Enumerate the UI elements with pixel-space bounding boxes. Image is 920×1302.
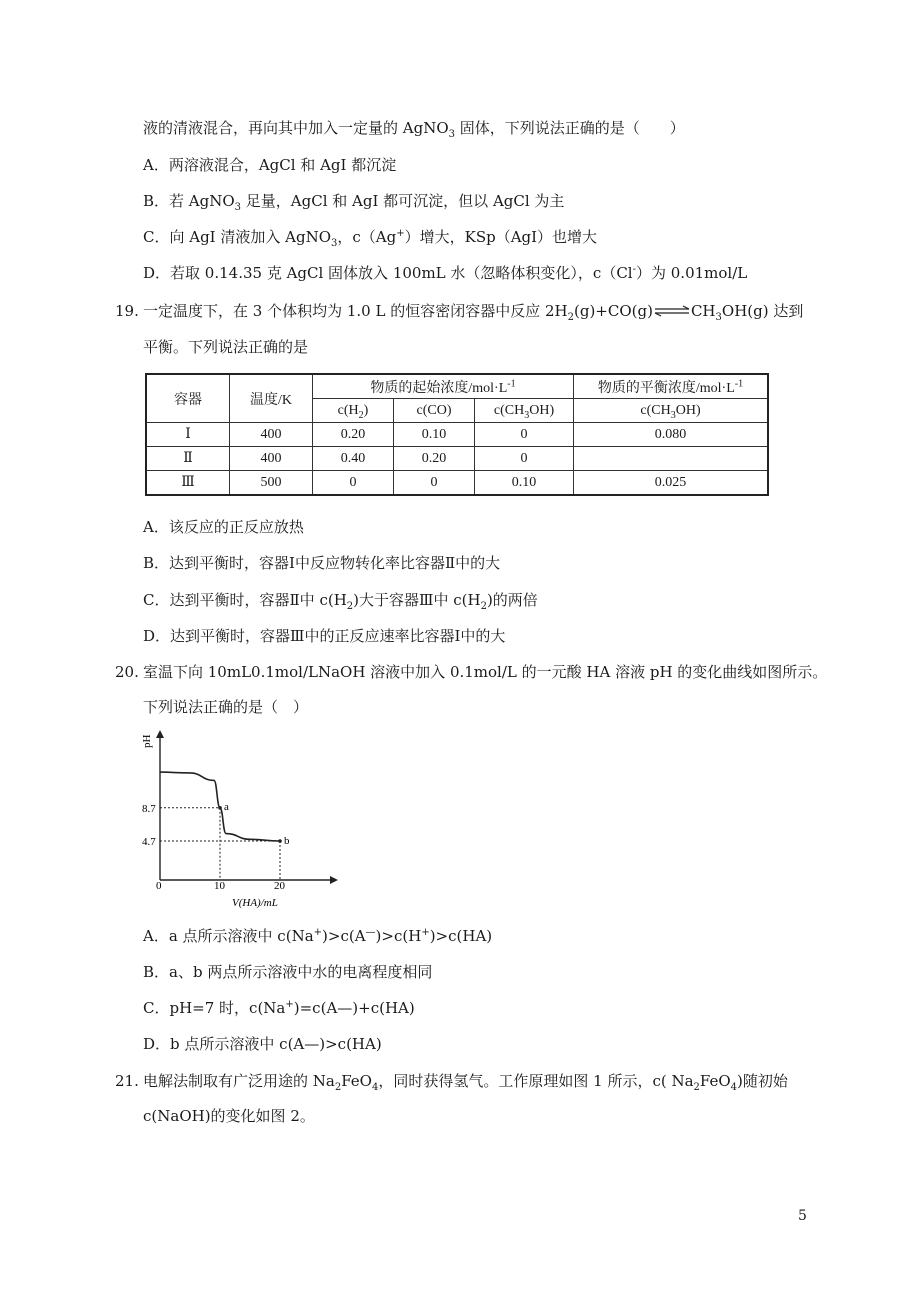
table-cell: 0 [475,423,574,447]
table-cell: 0.025 [574,471,769,496]
subheader-c-co: c(CO) [394,399,475,423]
table-cell: 0 [313,471,394,496]
point-b [278,839,282,843]
table-cell: 0 [475,447,574,471]
q19-option-b: B．达到平衡时，容器Ⅰ中反应物转化率比容器Ⅱ中的大 [143,554,501,572]
table-cell: Ⅲ [146,471,230,496]
q19-option-a: A．该反应的正反应放热 [143,518,304,536]
point-a-label: a [224,800,229,813]
x-tick-label: 0 [156,880,162,892]
header-container: 容器 [146,374,230,423]
q20-option-d: D．b 点所示溶液中 c(A—)>c(HA) [143,1035,382,1053]
table-cell: 0.10 [394,423,475,447]
y-axis-arrow-icon [156,730,164,738]
q19-option-d: D．达到平衡时，容器Ⅲ中的正反应速率比容器Ⅰ中的大 [143,627,506,645]
table-row [146,447,768,471]
table-row [146,471,768,496]
subheader-c-h2: $c(H_2)$ [313,399,394,423]
table-cell: Ⅱ [146,447,230,471]
table-cell: 0.10 [475,471,574,496]
q18-option-b: B．若 AgNO$_3$ 足量，AgCl 和 AgI 都可沉淀，但以 AgCl 为主 [143,192,565,213]
q18-option-a: A．两溶液混合，AgCl 和 AgI 都沉淀 [143,156,397,174]
table-cell: 400 [230,447,313,471]
y-tick-label: 8.7 [142,802,156,815]
q18-option-d: D．若取 0.14.35 克 AgCl 固体放入 100mL 水（忽略体积变化），c（Cl-）为 0.01mol/L [143,264,748,282]
header-equilibrium-concentration: 物质的平衡浓度$/mol\cdot L^{-1}$ [574,374,769,399]
x-tick-label: 20 [274,880,285,892]
x-axis-label: V(HA)/mL [232,897,278,909]
table-cell: Ⅰ [146,423,230,447]
q20-option-c: C．pH=7 时，c(Na+)=c(A—)+c(HA) [143,999,415,1017]
q20-option-a: A．a 点所示溶液中 c(Na+)>c(A—)>c(H+)>c(HA) [143,927,493,945]
q19-stem-line2: 平衡。下列说法正确的是 [143,338,309,356]
page-number: 5 [798,1208,807,1224]
q19-data-table [145,373,769,496]
y-axis-label: pH [141,734,153,748]
header-initial-concentration: 物质的起始浓度$/mol\cdot L^{-1}$ [313,374,574,399]
x-axis-arrow-icon [330,876,338,884]
q20-number: 20. [115,663,139,681]
header-temperature: 温度/K [230,374,313,423]
table-cell: 0.20 [313,423,394,447]
q18-stem-continuation: 液的清液混合，再向其中加入一定量的 AgNO$_3$ 固体，下列说法正确的是（ ） [143,119,685,140]
point-b-label: b [284,834,290,847]
q20-stem-line1: 室温下向 10mL0.1mol/LNaOH 溶液中加入 0.1mol/L 的一元酸 HA 溶液 pH 的变化曲线如图所示。 [143,663,828,681]
subheader-eq-c-ch3oh: $c(CH_3OH)$ [574,399,769,423]
ph-titration-chart [140,728,340,913]
q19-option-c: C．达到平衡时，容器Ⅱ中 $c(H_2)$大于容器Ⅲ中 $c(H_2)$的两倍 [143,591,538,612]
table-cell: 0 [394,471,475,496]
table-row [146,423,768,447]
q19-stem-line1: 一定温度下，在 3 个体积均为 1.0 L 的恒容密闭容器中反应 $2H_2(g)+CO(g)$ $CH_3OH(g)$ 达到 [143,302,804,323]
table-cell: 500 [230,471,313,496]
q20-stem-line2: 下列说法正确的是（ ） [143,698,309,716]
q21-number: 21. [115,1072,139,1090]
point-a [218,806,222,810]
table-cell: 400 [230,423,313,447]
table-cell [574,447,769,471]
table-cell: 0.080 [574,423,769,447]
q21-stem-line1: 电解法制取有广泛用途的 $Na_2FeO_4$，同时获得氢气。工作原理如图 1 所示，c( $Na_2FeO_4$)随初始 [143,1072,788,1093]
subheader-c-ch3oh: $c(CH_3OH)$ [475,399,574,423]
table-cell: 0.40 [313,447,394,471]
y-tick-label: 4.7 [142,835,156,848]
q21-stem-line2: c(NaOH)的变化如图 2。 [143,1107,315,1125]
q19-number: 19. [115,302,139,320]
q20-option-b: B．a、b 两点所示溶液中水的电离程度相同 [143,963,433,981]
table-cell: 0.20 [394,447,475,471]
q18-option-c: C．向 AgI 清液加入 AgNO$_3$，c（Ag+）增大，KSp（AgI）也增大 [143,228,598,249]
x-tick-label: 10 [214,880,225,892]
equilibrium-arrow-icon [653,302,691,322]
